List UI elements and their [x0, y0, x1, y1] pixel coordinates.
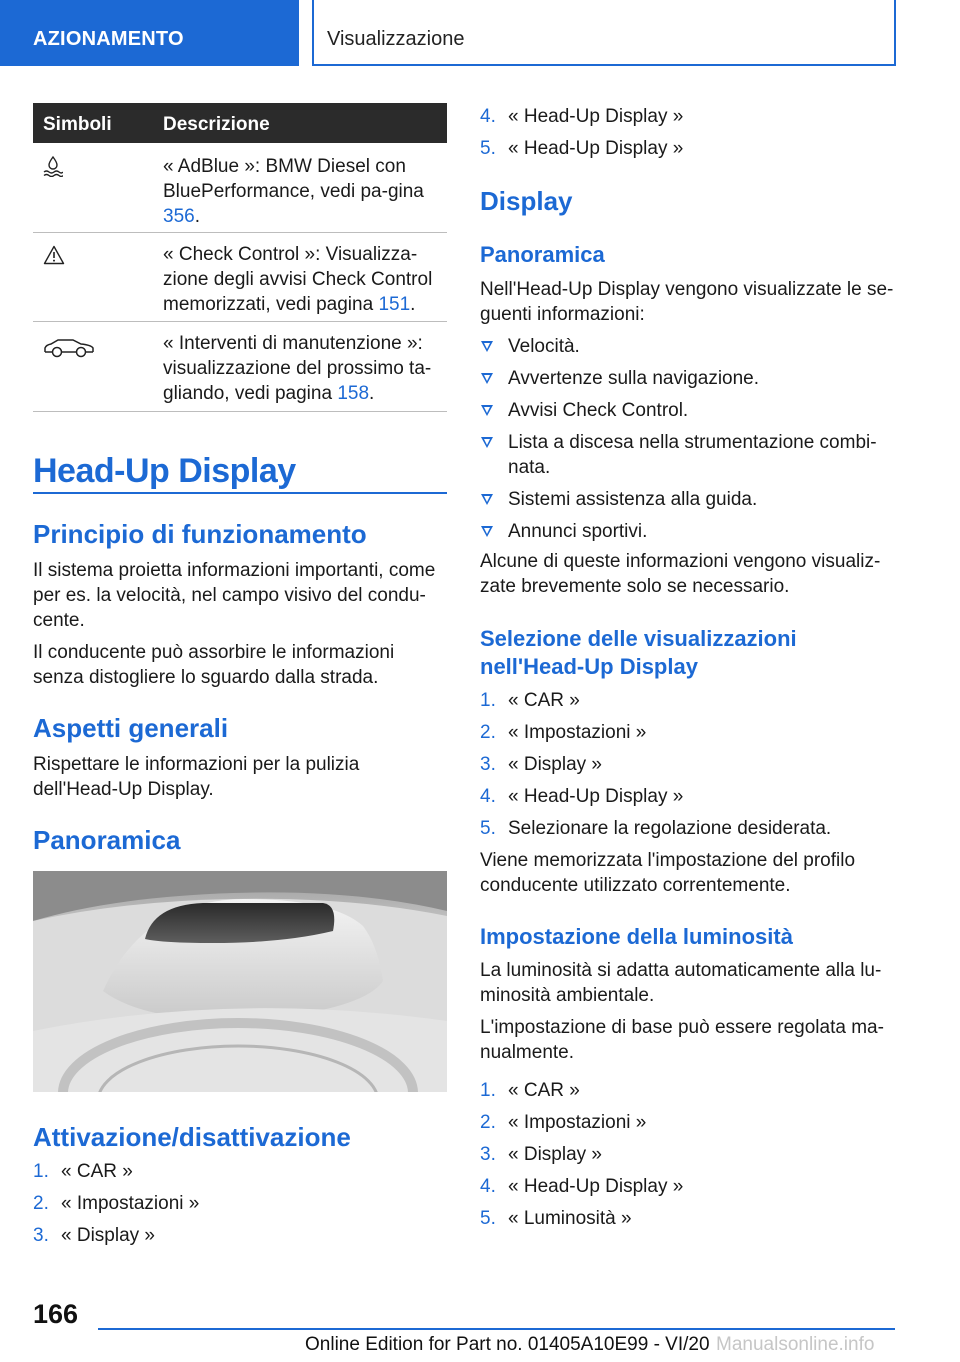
step-text: « Head-Up Display »	[508, 138, 684, 159]
step-number: 1.	[480, 1080, 496, 1101]
step-item	[480, 813, 895, 845]
step-number: 2.	[33, 1193, 49, 1214]
warning-triangle-icon	[43, 245, 65, 270]
general-paragraph: Rispettare le informazioni per la pulizia dell'Head-Up Display.	[33, 754, 360, 800]
overview-paragraph-2: Alcune di queste informazioni vengono visualiz-zate brevemente solo se necessario.	[480, 551, 881, 597]
info-bullet-list	[480, 334, 895, 551]
activation-title: Attivazione/disattivazione	[33, 1122, 351, 1152]
row-text-end: .	[410, 294, 416, 315]
step-number: 5.	[480, 818, 496, 839]
principle-paragraph-2: Il conducente può assorbire le informazioni senza distogliere lo sguardo dalla strada.	[33, 642, 395, 688]
overview-subtitle: Panoramica	[480, 242, 605, 267]
selection-paragraph: Viene memorizzata l'impostazione del profilo conducente utilizzato correntemente.	[480, 850, 856, 896]
step-number: 3.	[480, 754, 496, 775]
step-text: « CAR »	[508, 690, 580, 711]
continued-steps	[480, 101, 895, 165]
step-number: 1.	[33, 1161, 49, 1182]
brightness-title: Impostazione della luminosità	[480, 924, 793, 949]
symbols-table	[33, 103, 447, 412]
brightness-paragraph-1: La luminosità si adatta automaticamente alla lu-minosità ambientale.	[480, 960, 882, 1006]
triangle-bullet-icon	[481, 341, 493, 352]
step-item	[480, 749, 895, 781]
page-link[interactable]: 158	[337, 383, 370, 404]
step-item	[33, 1156, 447, 1188]
page-link[interactable]: 151	[378, 294, 411, 315]
selection-steps	[480, 685, 895, 845]
row-text: « Interventi di manutenzione »: visualizzazione del prossimo ta-gliando, vedi pagina	[163, 333, 432, 404]
list-item	[480, 366, 895, 391]
page-number: 166	[33, 1299, 79, 1329]
step-text: « Display »	[508, 754, 602, 775]
step-item	[480, 781, 895, 813]
topic-label: Visualizzazione	[312, 0, 896, 66]
table-row	[33, 143, 447, 233]
step-text: « Display »	[61, 1225, 155, 1246]
step-item	[480, 717, 895, 749]
title-rule	[33, 492, 447, 494]
page-header	[0, 0, 960, 66]
step-text: « Display »	[508, 1144, 602, 1165]
row-text-end: .	[369, 383, 375, 404]
footer-rule	[98, 1328, 895, 1330]
step-item	[480, 101, 895, 133]
row-description	[163, 143, 447, 229]
step-item	[480, 1203, 895, 1235]
step-number: 4.	[480, 1176, 496, 1197]
step-number: 5.	[480, 138, 496, 159]
row-text: « Check Control »: Visualizza-zione degli avvisi Check Control memorizzati, vedi pagina	[163, 244, 433, 315]
step-number: 3.	[33, 1225, 49, 1246]
step-item	[480, 685, 895, 717]
row-description	[163, 233, 447, 317]
overview-title: Panoramica	[33, 825, 181, 855]
principle-title: Principio di funzionamento	[33, 519, 367, 549]
edition-note: Online Edition for Part no. 01405A10E99 - VI/20	[305, 1334, 710, 1355]
activation-steps	[33, 1156, 447, 1252]
list-item-text: Annunci sportivi.	[508, 521, 648, 542]
adblue-icon	[43, 155, 63, 182]
step-item	[480, 1107, 895, 1139]
row-text: « AdBlue »: BMW Diesel con BluePerformance, vedi pa-gina	[163, 156, 424, 202]
row-description	[163, 322, 447, 406]
car-service-icon	[43, 338, 95, 363]
triangle-bullet-icon	[481, 437, 493, 448]
col-header-symbols: Simboli	[43, 114, 112, 135]
list-item-text: Sistemi assistenza alla guida.	[508, 489, 758, 510]
main-title: Head-Up Display	[33, 452, 296, 490]
step-text: Selezionare la regolazione desiderata.	[508, 818, 832, 839]
hud-photo	[33, 871, 447, 1092]
step-number: 2.	[480, 1112, 496, 1133]
step-number: 3.	[480, 1144, 496, 1165]
triangle-bullet-icon	[481, 373, 493, 384]
step-item	[480, 1075, 895, 1107]
row-text-end: .	[194, 206, 200, 227]
brightness-steps	[480, 1075, 895, 1235]
overview-paragraph: Nell'Head-Up Display vengono visualizzate le se-guenti informazioni:	[480, 279, 894, 325]
step-text: « CAR »	[508, 1080, 580, 1101]
step-text: « Impostazioni »	[508, 1112, 647, 1133]
principle-paragraph-1: Il sistema proietta informazioni importanti, come per es. la velocità, nel campo visivo del condu-cente.	[33, 560, 436, 631]
step-item	[480, 133, 895, 165]
step-text: « Luminosità »	[508, 1208, 632, 1229]
step-item	[33, 1220, 447, 1252]
step-text: « Head-Up Display »	[508, 786, 684, 807]
list-item-text: Avvertenze sulla navigazione.	[508, 368, 760, 389]
step-text: « Head-Up Display »	[508, 1176, 684, 1197]
list-item	[480, 519, 895, 544]
list-item	[480, 398, 895, 423]
selection-title: Selezione delle visualizzazioni nell'Head-Up Display	[480, 626, 797, 679]
list-item-text: Lista a discesa nella strumentazione combi-nata.	[508, 432, 877, 478]
step-number: 4.	[480, 786, 496, 807]
triangle-bullet-icon	[481, 405, 493, 416]
step-number: 4.	[480, 106, 496, 127]
page-link[interactable]: 356	[163, 206, 195, 227]
step-item	[33, 1188, 447, 1220]
list-item	[480, 430, 895, 480]
table-header	[33, 103, 447, 143]
triangle-bullet-icon	[481, 526, 493, 537]
step-number: 5.	[480, 1208, 496, 1229]
list-item-text: Velocità.	[508, 336, 580, 357]
step-number: 1.	[480, 690, 496, 711]
step-text: « Head-Up Display »	[508, 106, 684, 127]
step-item	[480, 1139, 895, 1171]
section-label: AZIONAMENTO	[0, 0, 299, 66]
step-number: 2.	[480, 722, 496, 743]
table-row	[33, 322, 447, 412]
brightness-paragraph-2: L'impostazione di base può essere regolata ma-nualmente.	[480, 1017, 884, 1063]
step-text: « Impostazioni »	[61, 1193, 200, 1214]
table-row	[33, 233, 447, 322]
list-item-text: Avvisi Check Control.	[508, 400, 689, 421]
step-item	[480, 1171, 895, 1203]
list-item	[480, 487, 895, 512]
general-title: Aspetti generali	[33, 713, 229, 743]
step-text: « CAR »	[61, 1161, 133, 1182]
list-item	[480, 334, 895, 359]
triangle-bullet-icon	[481, 494, 493, 505]
watermark: Manualsonline.info	[716, 1334, 875, 1355]
display-title: Display	[480, 186, 573, 216]
col-header-description: Descrizione	[163, 114, 270, 135]
step-text: « Impostazioni »	[508, 722, 647, 743]
